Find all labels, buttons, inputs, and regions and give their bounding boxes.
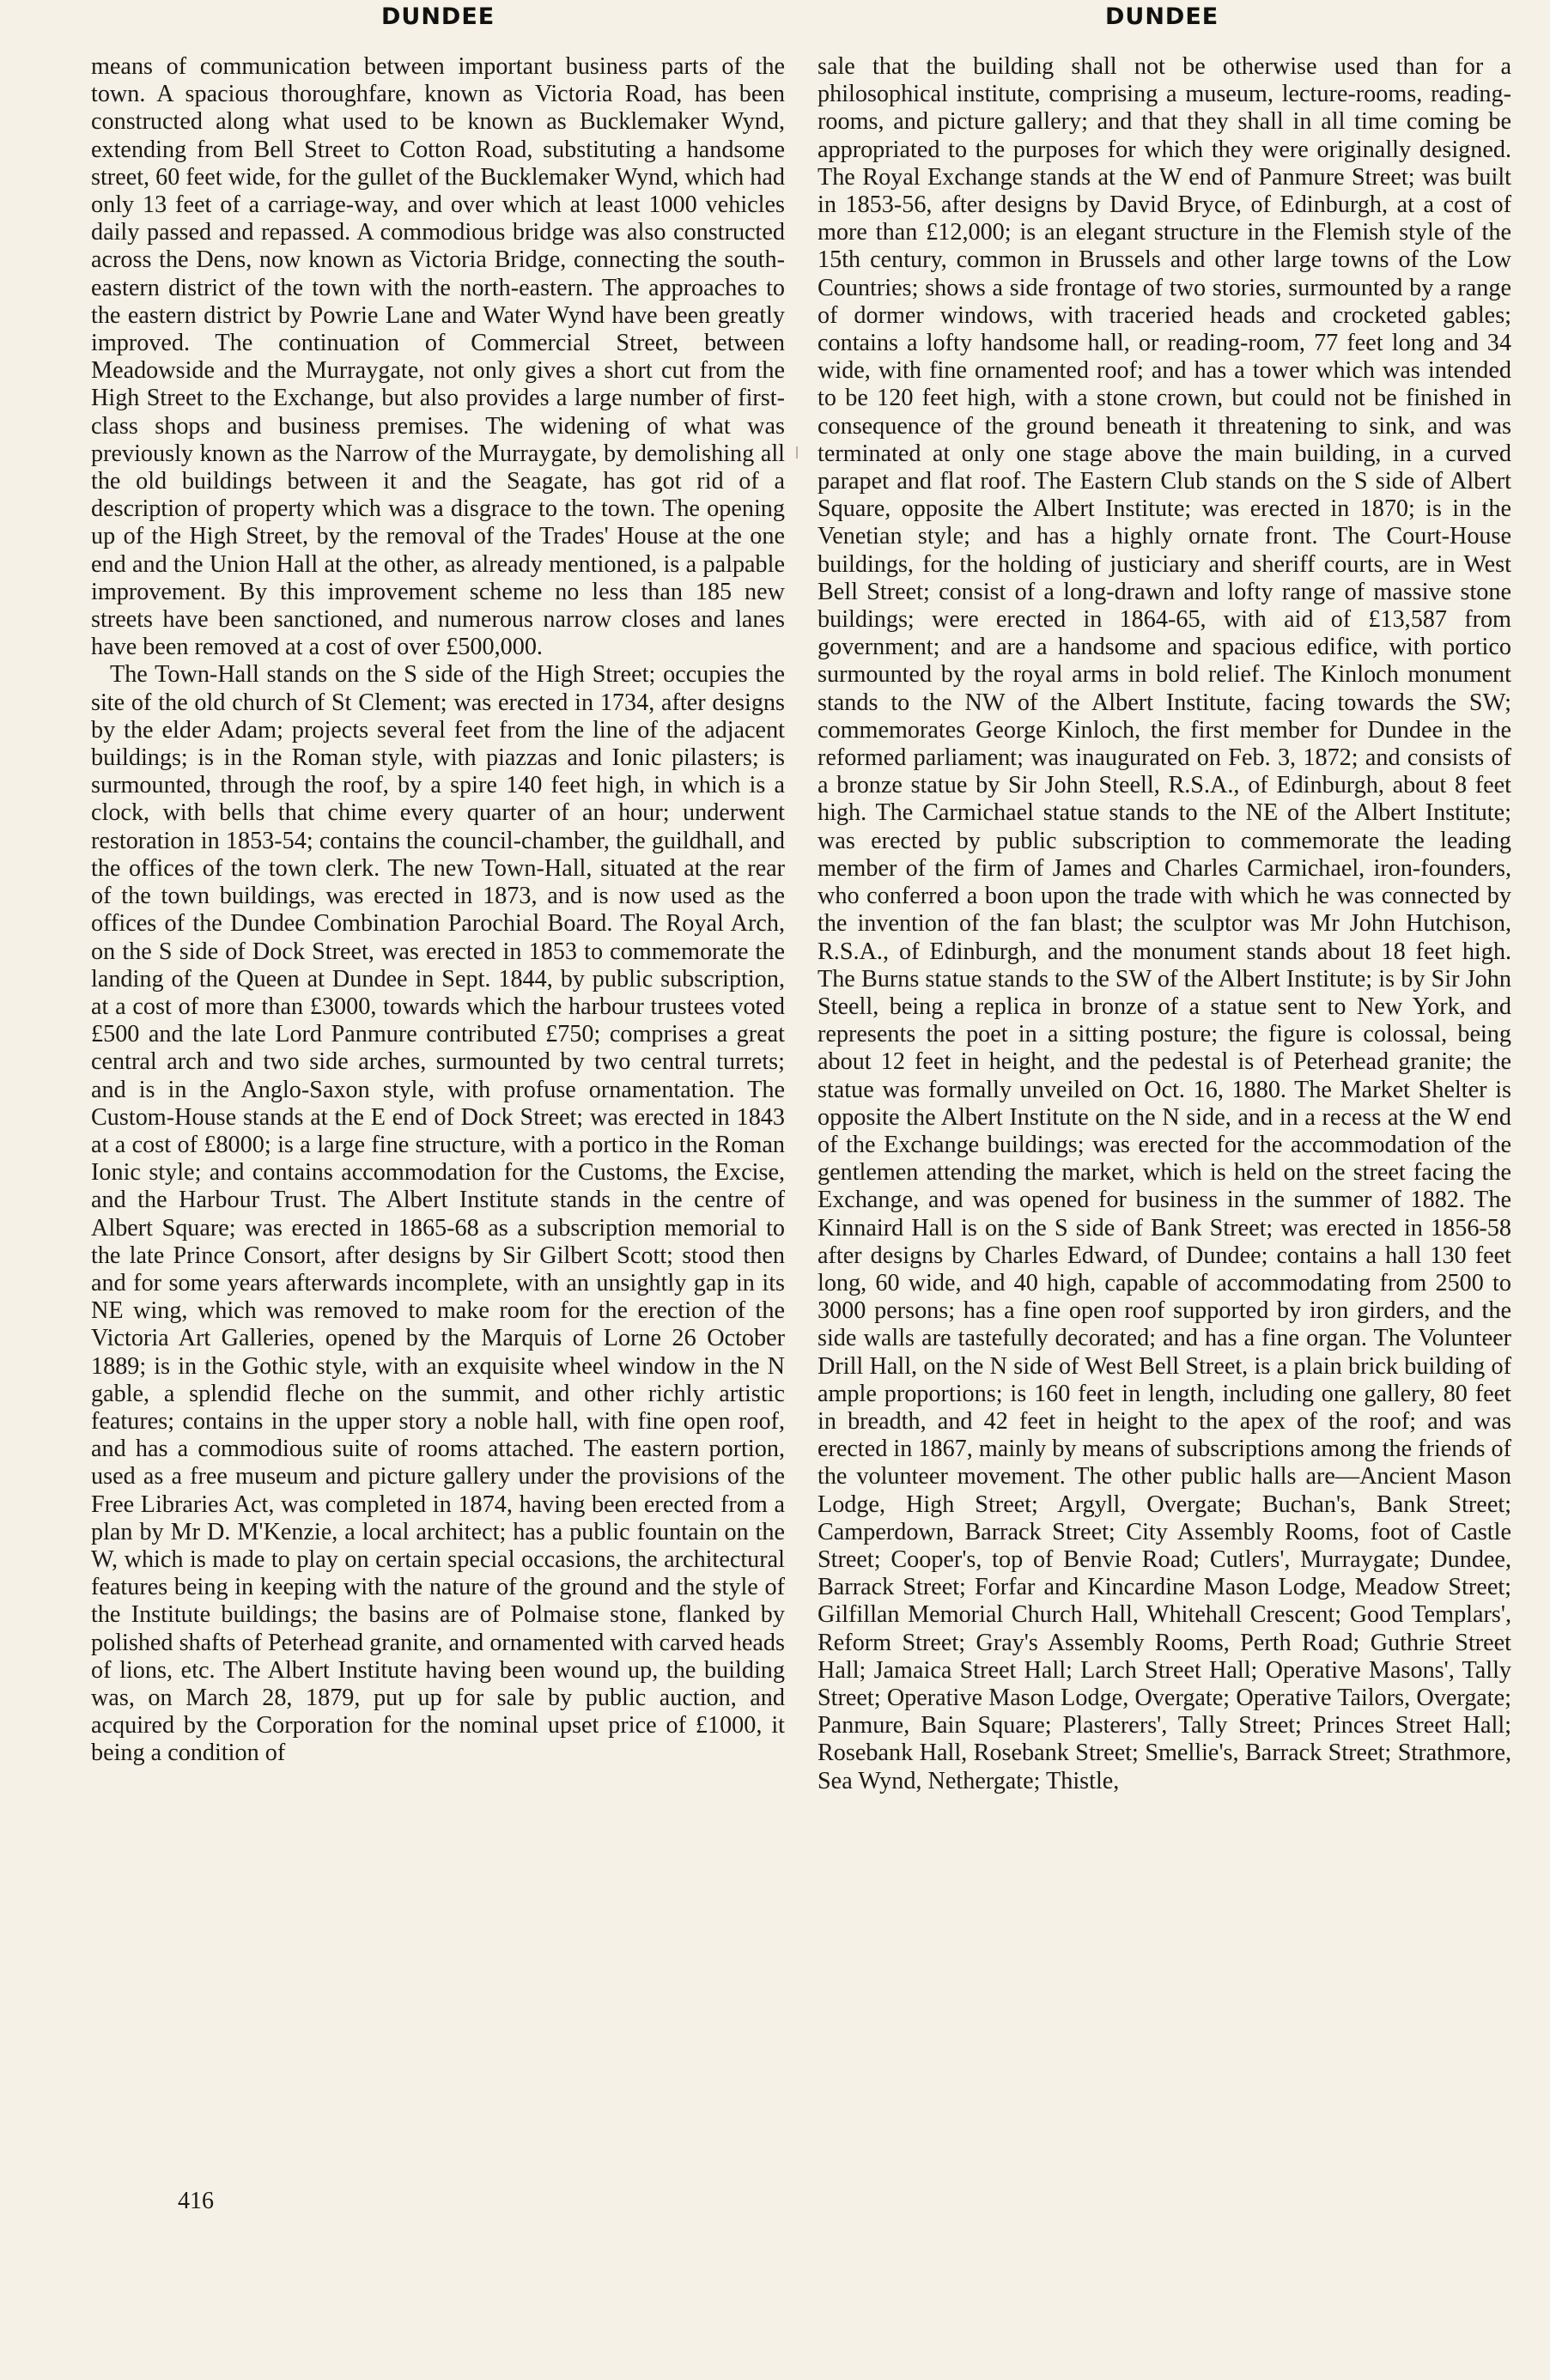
paragraph: sale that the building shall not be otherwise used than for a philosophical institute, comprising a museum, lecture-rooms, reading-rooms, and picture gallery; and that they shall in all time coming be appropriated to the purposes for which they were originally designed. The Royal Exchange stands at the W end of Panmure Street; was built in 1853-56, after designs by David Bryce, of Edinburgh, at a cost of more than £12,000; is an elegant structure in the Flemish style of the 15th century, common in Brussels and other large towns of the Low Countries; shows a side frontage of two stories, surmounted by a range of dormer windows, with traceried heads and crocketed gables; contains a lofty handsome hall, or reading-room, 77 feet long and 34 wide, with fine ornamented roof; and has a tower which was intended to be 120 feet high, with a stone crown, but could not be finished in consequence of the ground beneath it threatening to sink, and was terminated at only one stage above the main building, in a curved parapet and flat roof. The Eastern Club stands on the S side of Albert Square, opposite the Albert Institute; was erected in 1870; is in the Venetian style; and has a highly ornate front. The Court-House buildings, for the holding of justiciary and sheriff courts, are in West Bell Street; consist of a long-drawn and lofty range of massive stone buildings; were erected in 1864-65, with aid of £13,587 from government; and are a handsome and spacious edifice, with portico surmounted by the royal arms in bold relief. The Kinloch monument stands to the NW of the Albert Institute, facing towards the SW; commemorates George Kinloch, the first member for Dundee in the reformed parliament; was inaugurated on Feb. 3, 1872; and consists of a bronze statue by Sir John Steell, R.S.A., of Edinburgh, about 8 feet high. The Carmichael statue stands to the NE of the Albert Institute; was erected by public subscription to commemorate the leading member of the firm of James and Charles Carmichael, iron-founders, who conferred a boon upon the trade with which he was connected by the invention of the fan blast; the sculptor was Mr John Hutchison, R.S.A., of Edinburgh, and the monument stands about 18 feet high. The Burns statue stands to the SW of the Albert Institute; is by Sir John Steell, being a replica in bronze of a statue sent to New York, and represents the poet in a sitting posture; the figure is colossal, being about 12 feet in height, and the pedestal is of Peterhead granite; the statue was formally unveiled on Oct. 16, 1880. The Market Shelter is opposite the Albert Institute on the N side, and in a recess at the W end of the Exchange buildings; was erected for the accommodation of the gentlemen attending the market, which is held on the street facing the Exchange, and was opened for business in the summer of 1882. The Kinnaird Hall is on the S side of Bank Street; was erected in 1856-58 after designs by Charles Edward, of Dundee; contains a hall 130 feet long, 60 wide, and 40 high, capable of accommodating from 2500 to 3000 persons; has a fine open roof supported by iron girders, and the side walls are tastefully decorated; and has a fine organ. The Volunteer Drill Hall, on the N side of West Bell Street, is a plain brick building of ample proportions; is 160 feet in length, including one gallery, 80 feet in breadth, and 42 feet in height to the apex of the roof; and was erected in 1867, mainly by means of subscriptions among the friends of the volunteer movement. The other public halls are—Ancient Mason Lodge, High Street; Argyll, Overgate; Buchan's, Bank Street; Camperdown, Barrack Street; City Assembly Rooms, foot of Castle Street; Cooper's, top of Benvie Road; Cutlers', Murraygate; Dundee, Barrack Street; Forfar and Kincardine Mason Lodge, Meadow Street; Gilfillan Memorial Church Hall, Whitehall Crescent; Good Templars', Reform Street; Gray's Assembly Rooms, Perth Road; Guthrie Street Hall; Jamaica Street Hall; Larch Street Hall; Operative Masons', Tally Street; Operative Mason Lodge, Overgate; Operative Tailors, Overgate; Panmure, Bain Square; Plasterers', Tally Street; Princes Street Hall; Rosebank Hall, Rosebank Street; Smellie's, Barrack Street; Strathmore, Sea Wynd, Nethergate; Thistle, bbox=[818, 53, 1511, 1794]
left-column bbox=[91, 53, 785, 1768]
gutter-mark bbox=[796, 446, 798, 458]
paragraph: The Town-Hall stands on the S side of the High Street; occupies the site of the old church of St Clement; was erected in 1734, after designs by the elder Adam; projects several feet from the line of the adjacent buildings; is in the Roman style, with piazzas and Ionic pilasters; is surmounted, through the roof, by a spire 140 feet high, in which is a clock, with bells that chime every quarter of an hour; underwent restoration in 1853-54; contains the council-chamber, the guildhall, and the offices of the town clerk. The new Town-Hall, situated at the rear of the town buildings, was erected in 1873, and is now used as the offices of the Dundee Combination Parochial Board. The Royal Arch, on the S side of Dock Street, was erected in 1853 to commemorate the landing of the Queen at Dundee in Sept. 1844, by public subscription, at a cost of more than £3000, towards which the harbour trustees voted £500 and the late Lord Panmure contributed £750; comprises a great central arch and two side arches, surmounted by two central turrets; and is in the Anglo-Saxon style, with profuse ornamentation. The Custom-House stands at the E end of Dock Street; was erected in 1843 at a cost of £8000; is a large fine structure, with a portico in the Roman Ionic style; and contains accommodation for the Customs, the Excise, and the Harbour Trust. The Albert Institute stands in the centre of Albert Square; was erected in 1865-68 as a subscription memorial to the late Prince Consort, after designs by Sir Gilbert Scott; stood then and for some years afterwards incomplete, with an unsightly gap in its NE wing, which was removed to make room for the erection of the Victoria Art Galleries, opened by the Marquis of Lorne 26 October 1889; is in the Gothic style, with an exquisite wheel window in the N gable, a splendid fleche on the summit, and other richly artistic features; contains in the upper story a noble hall, with fine open roof, and has a commodious suite of rooms attached. The eastern portion, used as a free museum and picture gallery under the provisions of the Free Libraries Act, was completed in 1874, having been erected from a plan by Mr D. M'Kenzie, a local architect; has a public fountain on the W, which is made to play on certain special occasions, the architectural features being in keeping with the nature of the ground and the style of the Institute buildings; the basins are of Polmaise stone, flanked by polished shafts of Peterhead granite, and ornamented with carved heads of lions, etc. The Albert Institute having been wound up, the building was, on March 28, 1879, put up for sale by public auction, and acquired by the Corporation for the nominal upset price of £1000, it being a condition of bbox=[91, 661, 785, 1767]
paragraph: means of communication between important business parts of the town. A spacious thoroughfare, known as Victoria Road, has been constructed along what used to be known as Bucklemaker Wynd, extending from Bell Street to Cotton Road, substituting a handsome street, 60 feet wide, for the gullet of the Bucklemaker Wynd, which had only 13 feet of a carriage-way, and over which at least 1000 vehicles daily passed and repassed. A commodious bridge was also constructed across the Dens, now known as Victoria Bridge, connecting the south-eastern district of the town with the north-eastern. The approaches to the eastern district by Powrie Lane and Water Wynd have been greatly improved. The continuation of Commercial Street, between Meadowside and the Murraygate, not only gives a short cut from the High Street to the Exchange, but also provides a large number of first-class shops and business premises. The widening of what was previously known as the Narrow of the Murraygate, by demolishing all the old buildings between it and the Seagate, has got rid of a description of property which was a disgrace to the town. The opening up of the High Street, by the removal of the Trades' House at the one end and the Union Hall at the other, as already mentioned, is a palpable improvement. By this improvement scheme no less than 185 new streets have been sanctioned, and numerous narrow closes and lanes have been removed at a cost of over £500,000. bbox=[91, 53, 785, 661]
right-column bbox=[818, 53, 1511, 1795]
page-number: 416 bbox=[178, 2188, 214, 2214]
page-header bbox=[48, 3, 1508, 38]
running-head-left: DUNDEE bbox=[381, 3, 495, 30]
running-head-right: DUNDEE bbox=[1105, 3, 1219, 30]
